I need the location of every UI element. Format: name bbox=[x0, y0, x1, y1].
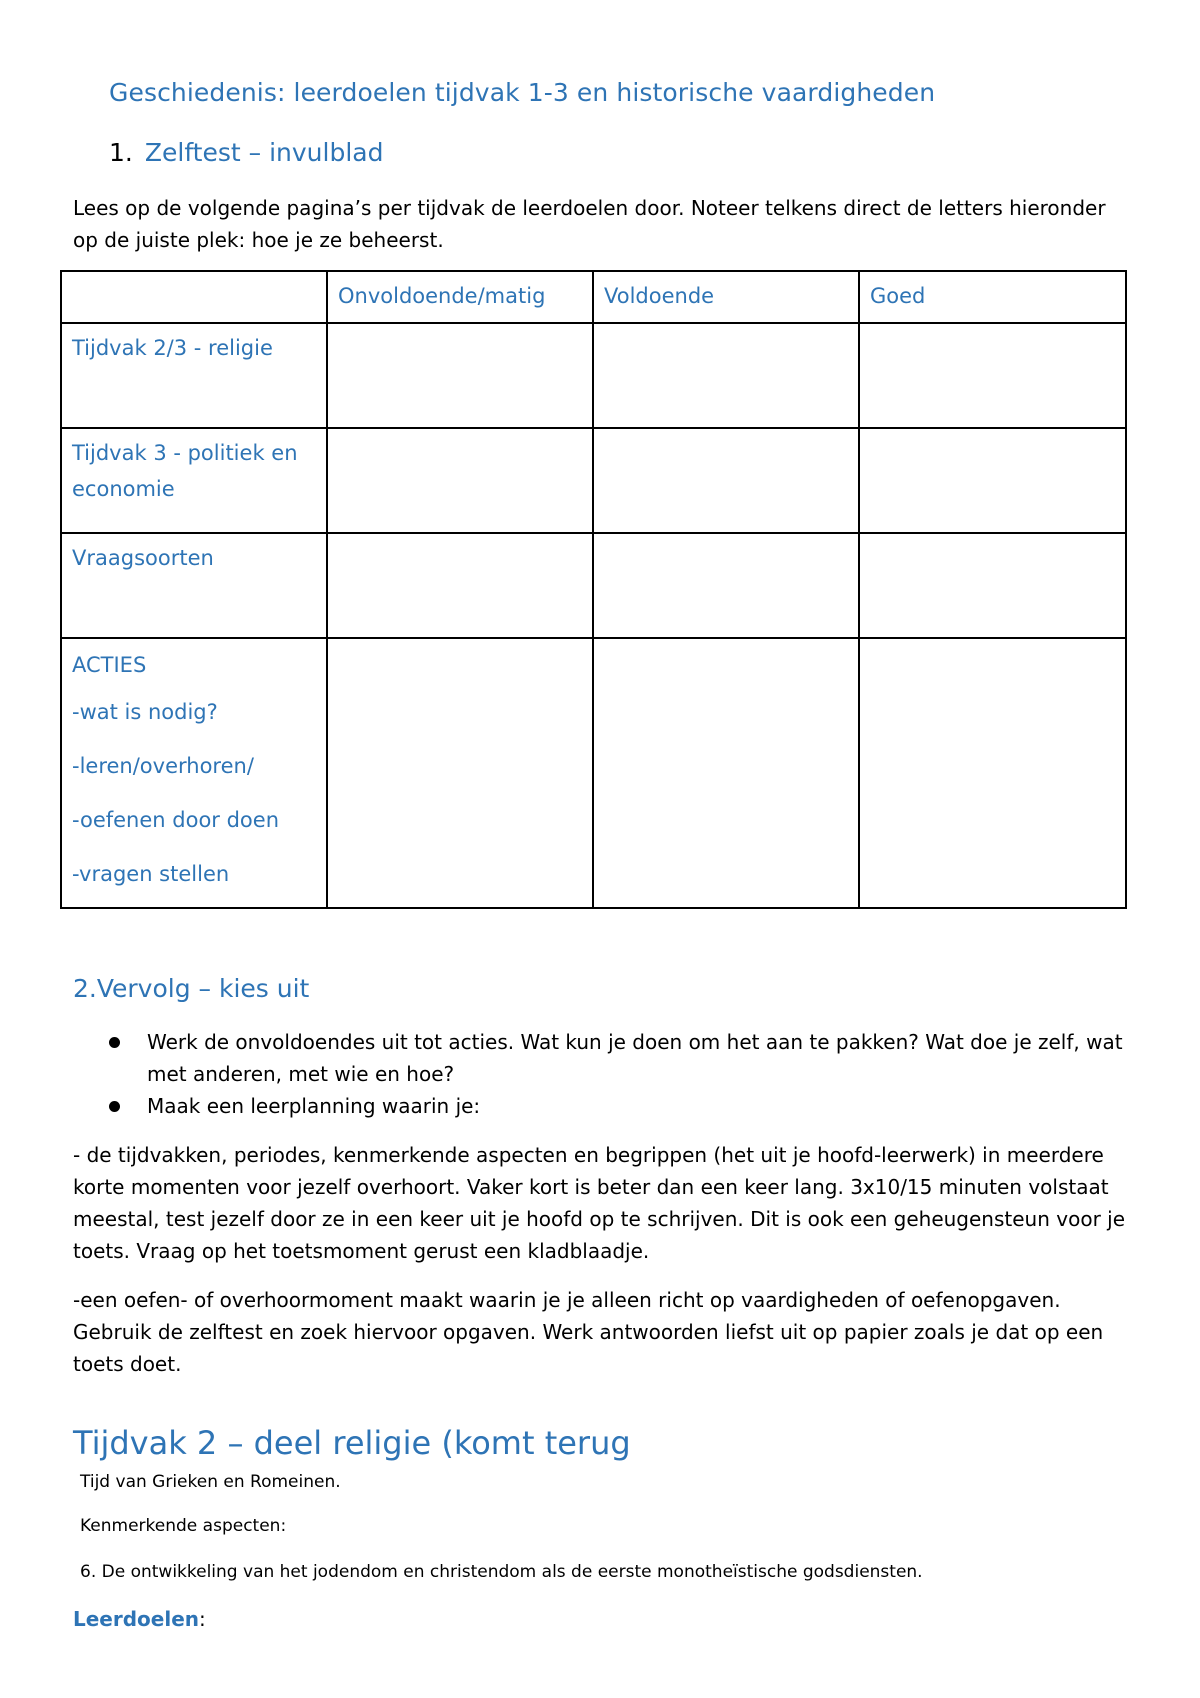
cell-voldoende[interactable] bbox=[593, 533, 859, 638]
table-row bbox=[61, 428, 1126, 533]
acties-item: -wat is nodig? bbox=[72, 700, 218, 724]
header-empty-cell bbox=[61, 271, 327, 323]
kenmerkende-label: Kenmerkende aspecten: bbox=[80, 1516, 287, 1536]
section-1-number: 1. bbox=[109, 138, 133, 167]
leerdoelen-label: Leerdoelen bbox=[73, 1607, 200, 1631]
cell-onvoldoende[interactable] bbox=[327, 323, 593, 428]
row-label-vraagsoorten: Vraagsoorten bbox=[61, 533, 327, 638]
acties-item: -vragen stellen bbox=[72, 862, 230, 886]
acties-item: -leren/overhoren/ bbox=[72, 754, 254, 778]
bullet-icon bbox=[109, 1101, 120, 1112]
zelftest-table bbox=[60, 270, 1127, 909]
bullet-text: Werk de onvoldoendes uit tot acties. Wat kun je doen om het aan te pakken? Wat doe je zelf, wat met anderen, met wie en hoe? bbox=[147, 1030, 1123, 1086]
list-item bbox=[73, 1026, 1133, 1090]
acties-item: -oefenen door doen bbox=[72, 808, 280, 832]
header-voldoende: Voldoende bbox=[593, 271, 859, 323]
cell-voldoende[interactable] bbox=[593, 428, 859, 533]
cell-onvoldoende[interactable] bbox=[327, 533, 593, 638]
table-row bbox=[61, 533, 1126, 638]
bullet-list bbox=[73, 1026, 1133, 1122]
section-1-title: Zelftest – invulblad bbox=[144, 138, 384, 167]
bullet-icon bbox=[109, 1037, 120, 1048]
header-onvoldoende: Onvoldoende/matig bbox=[327, 271, 593, 323]
intro-paragraph: Lees op de volgende pagina’s per tijdvak de leerdoelen door. Noteer telkens direct de letters hieronder op de juiste plek: hoe je ze beheerst. bbox=[73, 196, 1106, 252]
table-header-row bbox=[61, 271, 1126, 323]
period-text: Tijd van Grieken en Romeinen. bbox=[80, 1472, 341, 1492]
cell-goed[interactable] bbox=[859, 428, 1126, 533]
header-goed: Goed bbox=[859, 271, 1126, 323]
kenmerkend-aspect: 6. De ontwikkeling van het jodendom en christendom als de eerste monotheïstische godsdiensten. bbox=[80, 1562, 923, 1582]
leerdoelen-heading bbox=[73, 1607, 206, 1631]
table-row bbox=[61, 323, 1126, 428]
cell-goed[interactable] bbox=[859, 323, 1126, 428]
cell-voldoende[interactable] bbox=[593, 638, 859, 908]
table-row-acties bbox=[61, 638, 1126, 908]
leerdoelen-colon: : bbox=[199, 1607, 206, 1631]
cell-voldoende[interactable] bbox=[593, 323, 859, 428]
cell-goed[interactable] bbox=[859, 533, 1126, 638]
row-label-religie: Tijdvak 2/3 - religie bbox=[61, 323, 327, 428]
acties-cell bbox=[61, 638, 327, 908]
bullet-text: Maak een leerplanning waarin je: bbox=[147, 1094, 481, 1118]
paragraph-tijdvakken: - de tijdvakken, periodes, kenmerkende aspecten en begrippen (het uit je hoofd-leerwerk) in meerdere korte momenten voor jezelf overhoort. Vaker kort is beter dan een keer lang. 3x10/15 minuten volstaat meestal, test jezelf door ze in een keer uit je hoofd op te schrijven. Dit is ook een geheugensteun voor je toets. Vraag op het toetsmoment gerust een kladblaadje. bbox=[73, 1143, 1126, 1263]
document-title: Geschiedenis: leerdoelen tijdvak 1-3 en historische vaardigheden bbox=[109, 78, 936, 107]
row-label-politiek: Tijdvak 3 - politiek en economie bbox=[61, 428, 327, 533]
cell-goed[interactable] bbox=[859, 638, 1126, 908]
paragraph-oefenmoment: -een oefen- of overhoormoment maakt waarin je je alleen richt op vaardigheden of oefenopgaven. Gebruik de zelftest en zoek hiervoor opgaven. Werk antwoorden liefst uit op papier zoals je dat op een toets doet. bbox=[73, 1288, 1104, 1376]
section-2-heading: 2.Vervolg – kies uit bbox=[73, 974, 310, 1003]
cell-onvoldoende[interactable] bbox=[327, 428, 593, 533]
acties-label: ACTIES bbox=[72, 653, 147, 677]
cell-onvoldoende[interactable] bbox=[327, 638, 593, 908]
section-1-heading bbox=[109, 138, 383, 167]
list-item bbox=[73, 1090, 1133, 1122]
tijdvak-2-heading: Tijdvak 2 – deel religie (komt terug bbox=[73, 1424, 631, 1462]
